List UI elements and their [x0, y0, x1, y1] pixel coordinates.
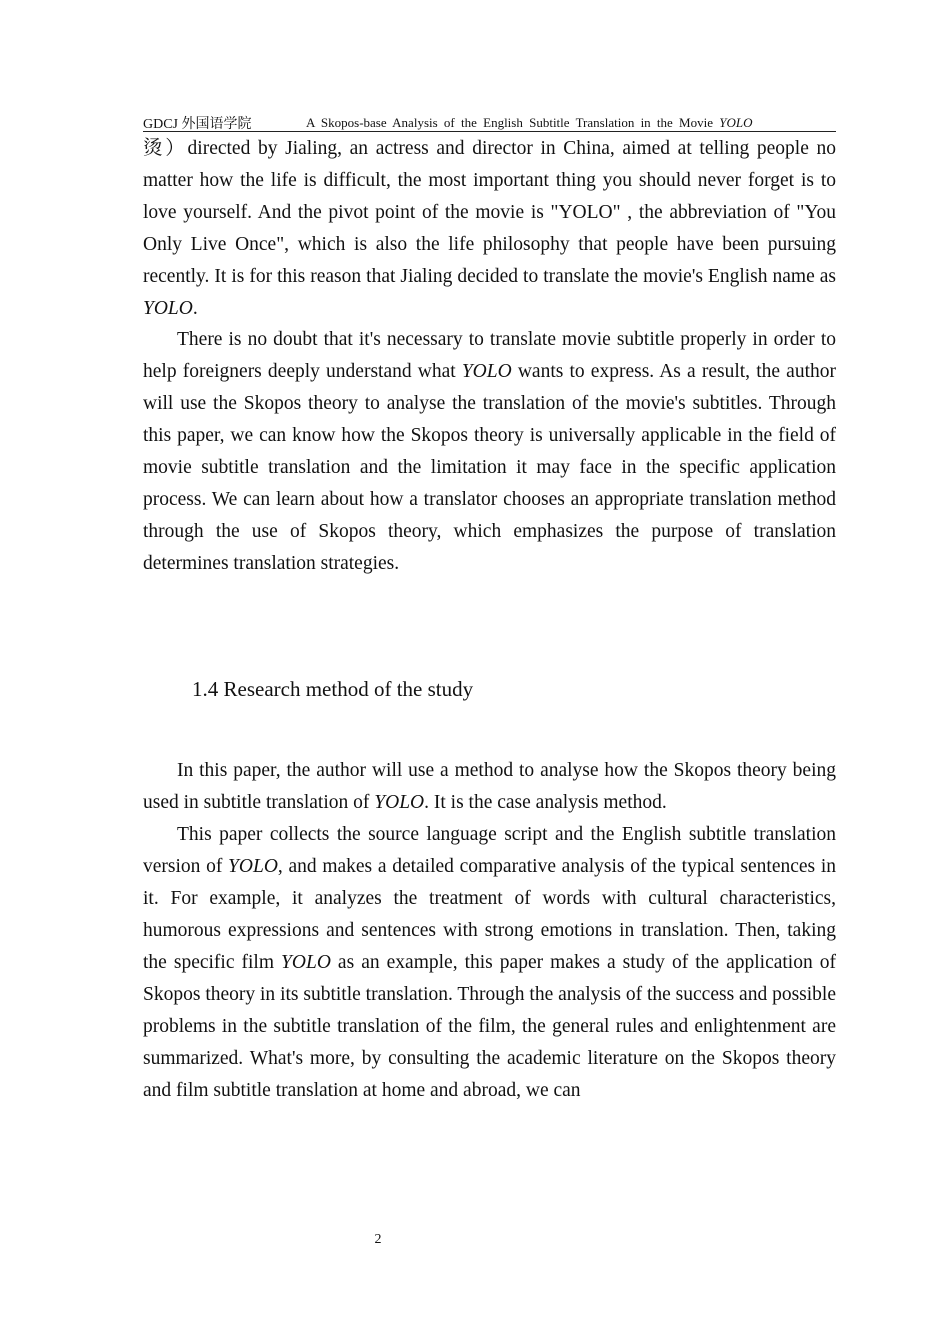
paragraph-method: In this paper, the author will use a method to analyse how the Skopos theory being used in subtitle translation of YOLO. It is the case analysis method. [143, 760, 836, 813]
page-number: 2 [374, 1232, 382, 1247]
header-institution: GDCJ 外国语学院 [143, 117, 252, 132]
header-paper-title: A Skopos-base Analysis of the English Subtitle Translation in the Movie YOLO [306, 115, 753, 130]
movie-title: YOLO [374, 792, 425, 813]
movie-title: YOLO [143, 298, 193, 319]
paragraph-intro-continued: 烫）directed by Jialing, an actress and director in China, aimed at telling people no matter how the life is difficult, the most important thing you should never forget is to love yourself. And the pivot point of the movie is "YOLO" , the abbreviation of "You Only Live Once", which is also the life philosophy that people have been pursuing recently. It is for this reason that Jialing decided to translate the movie's English name as YOLO. [143, 138, 836, 319]
section-heading: 1.4 Research method of the study [192, 677, 474, 701]
header-movie-title: YOLO [719, 115, 753, 130]
movie-title: YOLO [228, 856, 278, 877]
movie-title: YOLO [461, 361, 512, 382]
section-body-significance [143, 324, 836, 580]
paragraph-significance: There is no doubt that it's necessary to translate movie subtitle properly in order to help foreigners deeply understand what YOLO wants to express. As a result, the author will use the Skopos theory to analyse the translation of the movie's subtitles. Through this paper, we can know how the Skopos theory is universally applicable in the field of movie subtitle translation and the limitation it may face in the specific application process. We can learn about how a translator chooses an appropriate translation method through the use of Skopos theory, which emphasizes the purpose of translation determines translation strategies. [143, 329, 836, 574]
running-header [143, 113, 836, 132]
paragraph-method-detail: This paper collects the source language script and the English subtitle translation version of YOLO, and makes a detailed comparative analysis of the typical sentences in it. For example, it analyzes the treatment of words with cultural characteristics, humorous expressions and sentences with strong emotions in translation. Then, taking the specific film YOLO as an example, this paper makes a study of the application of Skopos theory in its subtitle translation. Through the analysis of the success and possible problems in the subtitle translation of the film, the general rules and enlightenment are summarized. What's more, by consulting the academic literature on the Skopos theory and film subtitle translation at home and abroad, we can [143, 824, 836, 1101]
section-body-top [143, 133, 836, 325]
movie-title: YOLO [281, 952, 331, 973]
section-body-method [143, 755, 836, 1107]
